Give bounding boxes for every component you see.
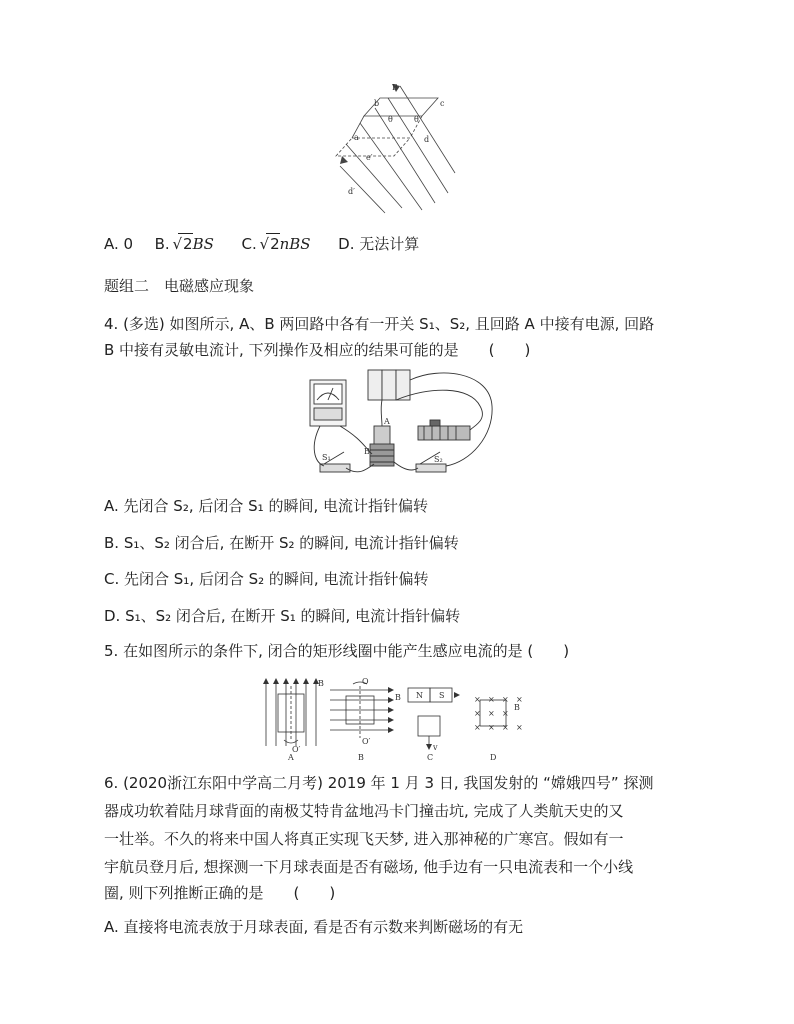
fig5-caption-B: B [358,753,364,760]
fig5-label-Oprime-A: O′ [292,745,301,754]
q4-option-b: B. S₁、S₂ 闭合后, 在断开 S₂ 的瞬间, 电流计指针偏转 [104,534,459,552]
fig1-label-d2: d′ [348,187,355,196]
svg-text:×: × [502,709,509,718]
fig1-label-b: b [374,99,380,108]
q3-option-b-term: BS [192,235,214,253]
q6-line5: 圈, 则下列推断正确的是 ( ) [104,884,336,902]
q3-option-c-radical: √2 [259,235,280,253]
q6-line1: 6. (2020浙江东阳中学高二月考) 2019 年 1 月 3 日, 我国发射的 “嫦娥四号” 探测 [104,774,654,792]
fig1-label-theta1: θ [388,115,393,124]
svg-text:×: × [502,723,509,732]
fig5-caption-A: A [288,753,294,760]
svg-text:×: × [488,695,495,704]
q4-option-d: D. S₁、S₂ 闭合后, 在断开 S₁ 的瞬间, 电流计指针偏转 [104,607,461,625]
q3-option-b-prefix: B. [154,235,170,253]
fig5-label-O-B: O [362,677,369,686]
svg-text:×: × [474,709,481,718]
q3-option-c-prefix: C. [241,235,257,253]
q5-stem: 5. 在如图所示的条件下, 闭合的矩形线圈中能产生感应电流的是 ( ) [104,642,570,660]
svg-text:×: × [474,695,481,704]
q4-option-c: C. 先闭合 S₁, 后闭合 S₂ 的瞬间, 电流计指针偏转 [104,570,429,588]
fig1-label-e: e′ [366,153,373,162]
fig4-label-B: B [364,447,370,456]
svg-text:×: × [516,695,523,704]
figure-circuit [300,366,500,484]
svg-text:×: × [516,723,523,732]
fig4-label-A: A [384,417,390,426]
q6-line2: 器成功软着陆月球背面的南极艾特肯盆地冯卡门撞击坑, 完成了人类航天史的又 [104,802,624,820]
fig5-label-field-B: B [395,693,401,702]
svg-text:×: × [502,695,509,704]
svg-text:×: × [488,723,495,732]
q4-option-a: A. 先闭合 S₂, 后闭合 S₁ 的瞬间, 电流计指针偏转 [104,497,428,515]
fig1-label-B: B [392,83,398,92]
fig1-label-a: a [354,133,359,142]
q3-option-c-term: nBS [279,235,311,253]
fig1-label-c: c [440,99,445,108]
section-heading: 题组二 电磁感应现象 [104,277,255,295]
svg-text:×: × [474,723,481,732]
fig5-label-N: N [416,691,423,700]
figure-inclined-loop [330,78,465,218]
svg-text:×: × [488,709,495,718]
fig4-label-S2: S₂ [434,455,443,464]
fig5-label-field-A: B [318,679,324,688]
q6-line3: 一壮举。不久的将来中国人将真正实现飞天梦, 进入那神秘的广寒宫。假如有一 [104,830,624,848]
fig1-label-theta2: θ [414,115,419,124]
q6-option-a: A. 直接将电流表放于月球表面, 看是否有示数来判断磁场的有无 [104,918,524,936]
fig5-caption-D: D [490,753,497,760]
figure-four-panels [258,676,538,760]
fig5-label-S: S [439,691,445,700]
fig5-label-field-D: B [514,703,520,712]
fig5-label-Oprime-B: O′ [362,737,371,746]
q6-line4: 宇航员登月后, 想探测一下月球表面是否有磁场, 他手边有一只电流表和一个小线 [104,858,634,876]
q4-stem-line2: B 中接有灵敏电流计, 下列操作及相应的结果可能的是 ( ) [104,341,531,359]
q3-options [104,233,419,254]
fig5-label-v: v [433,743,438,752]
q3-option-a: A. 0 [104,235,134,253]
q3-option-b-radical: √2 [172,235,193,253]
fig5-caption-C: C [427,753,434,760]
fig4-label-S1: S₁ [322,453,331,462]
q3-option-d: D. 无法计算 [338,235,420,253]
q4-stem-line1: 4. (多选) 如图所示, A、B 两回路中各有一开关 S₁、S₂, 且回路 A 中接有电源, 回路 [104,315,655,333]
fig1-label-d: d [424,135,430,144]
